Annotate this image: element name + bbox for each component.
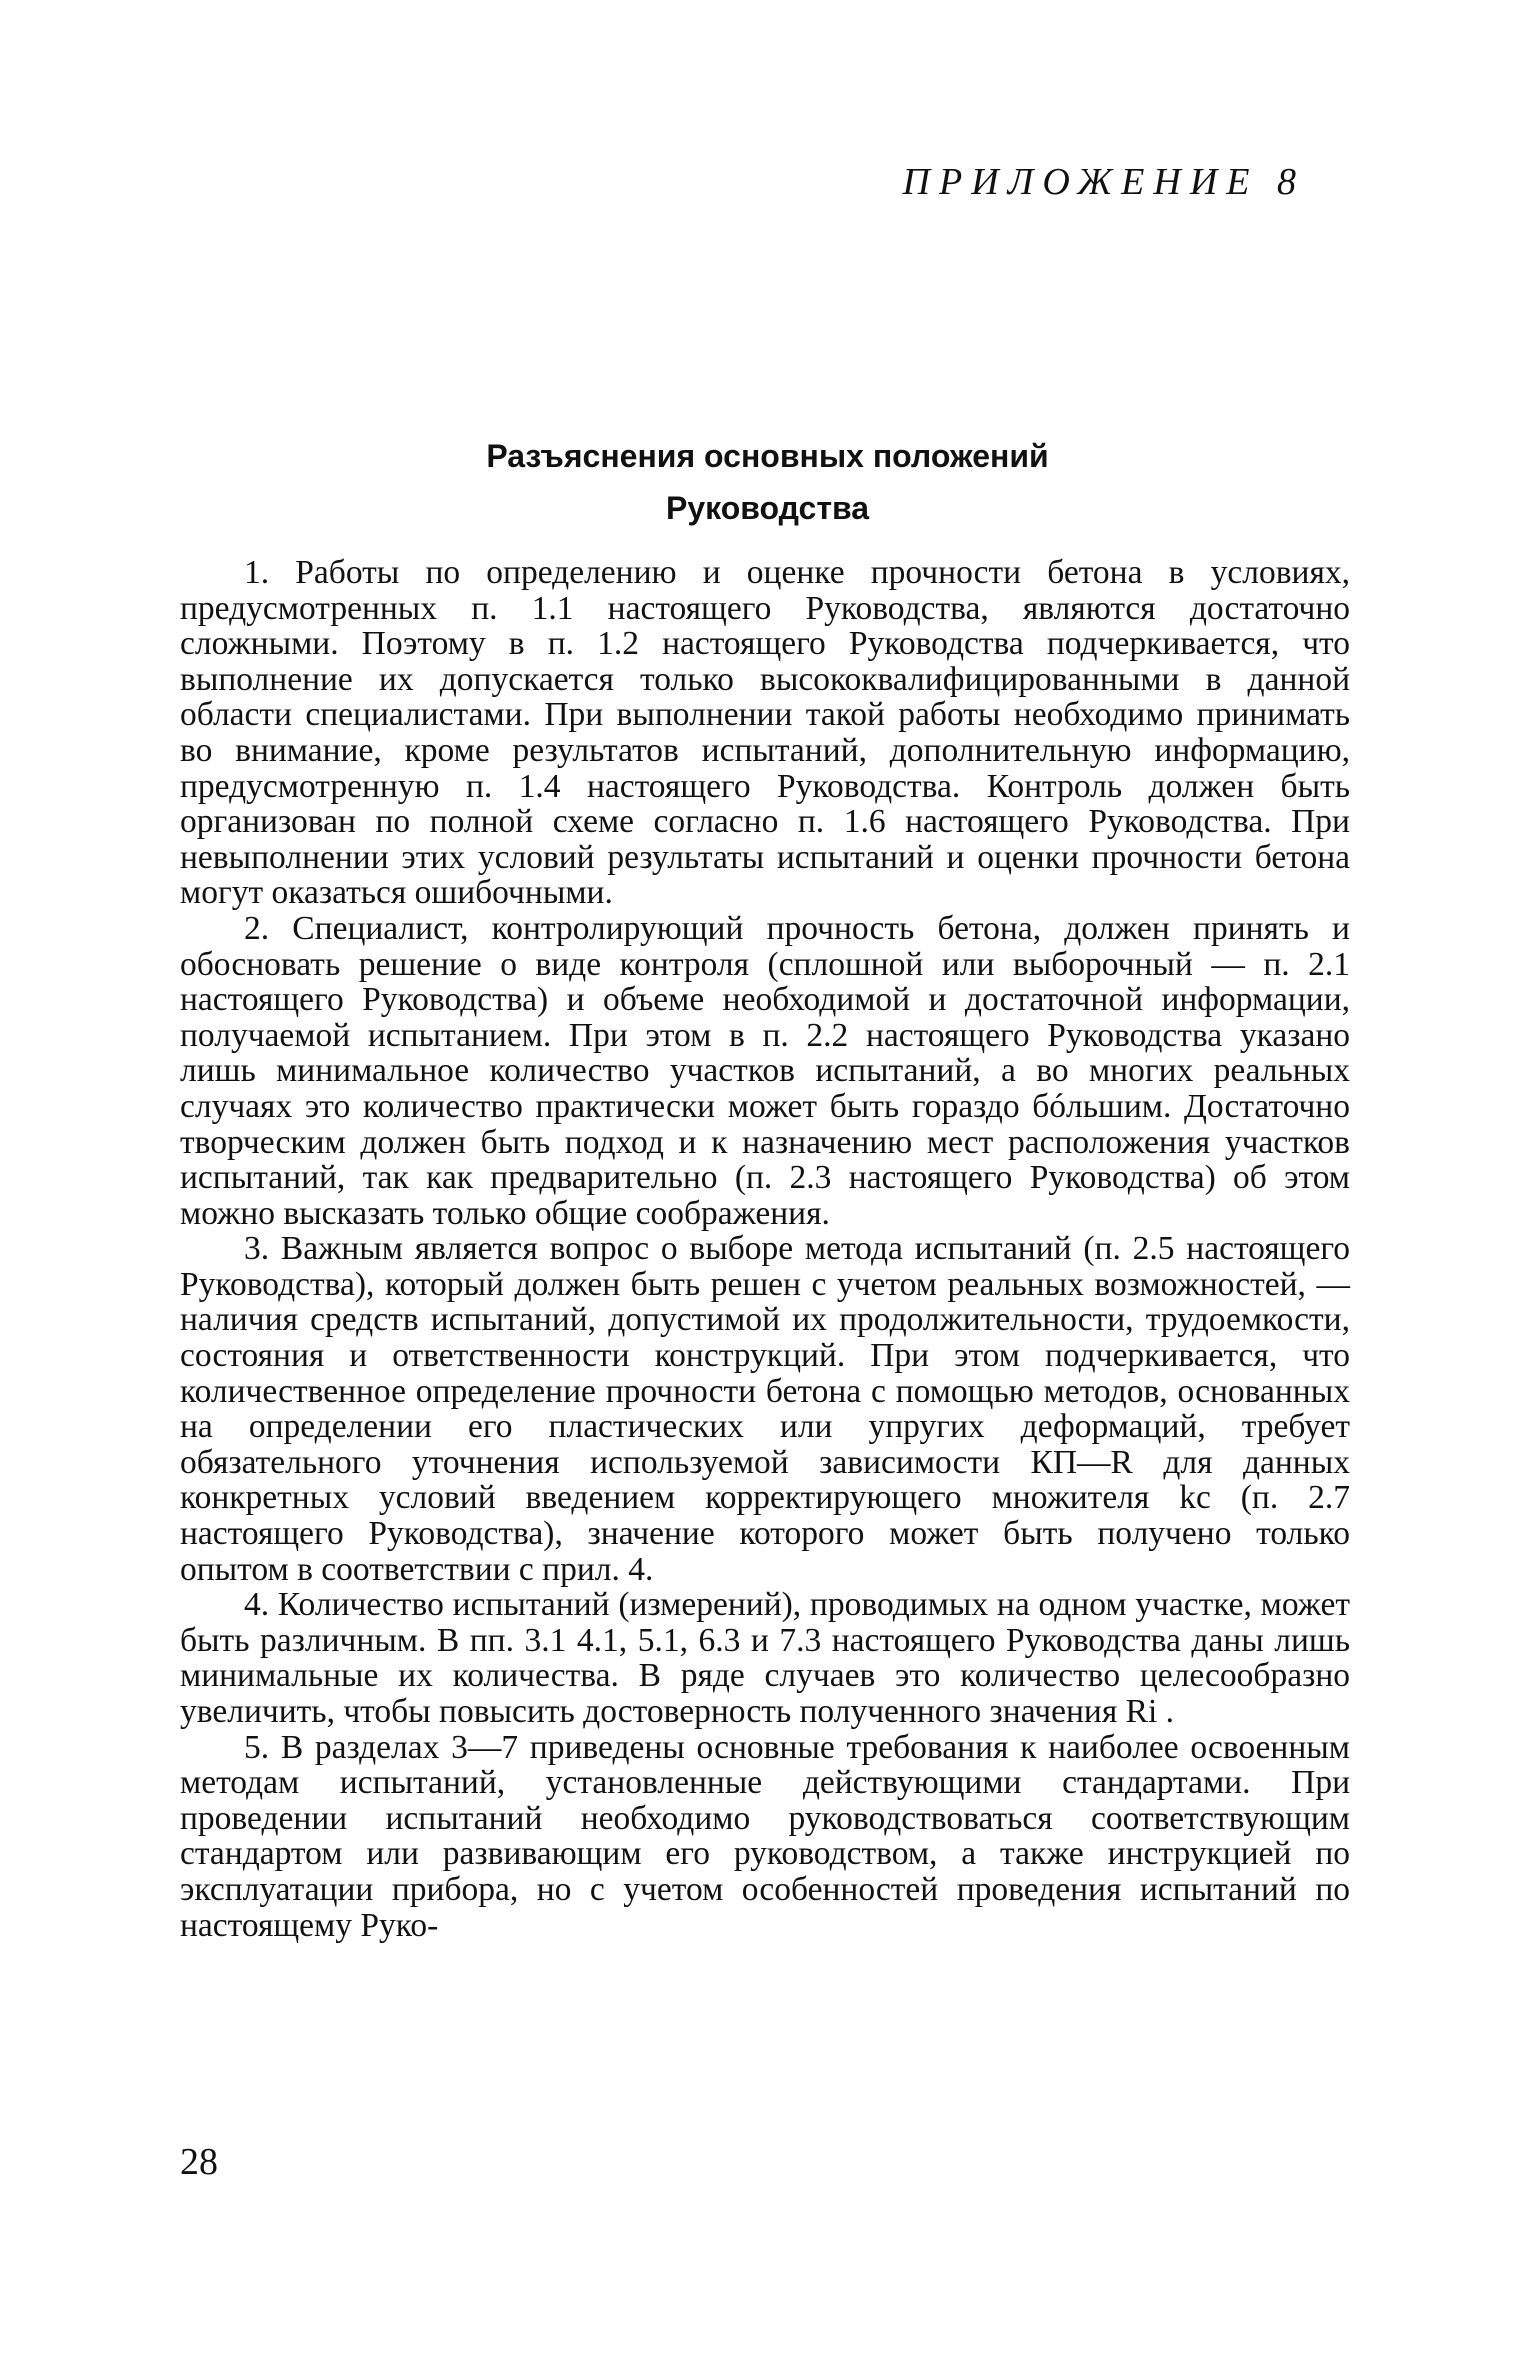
section-title-line-1: Разъяснения основных положений [486,438,1049,474]
paragraph-4: 4. Количество испытаний (измерений), проводимых на одном участке, может быть различным. В пп. 3.1 4.1, 5.1, 6.3 и 7.3 настоящего Руководства даны лишь минимальные их количества. В ряде случаев это количество целесообразно увеличить, чтобы повысить достоверность полученного значения Ri . [180,1586,1350,1730]
section-title [180,430,1355,534]
paragraph-2: 2. Специалист, контролирующий прочность бетона, должен принять и обосновать решение о виде контроля (сплошной или выборочный — п. 2.1 настоящего Руководства) и объеме необходимой и достаточной информации, получаемой испытанием. При этом в п. 2.2 настоящего Руководства указано лишь минимальное количество участков испытаний, а во многих реальных случаях это количество практически может быть гораздо бóльшим. Достаточно творческим должен быть подход и к назначению мест расположения участков испытаний, так как предварительно (п. 2.3 настоящего Руководства) об этом можно высказать только общие соображения. [180,909,1350,1232]
paragraph-1: 1. Работы по определению и оценке прочности бетона в условиях, предусмотренных п. 1.1 настоящего Руководства, являются достаточно сложными. Поэтому в п. 1.2 настоящего Руководства подчеркивается, что выполнение их допускается только высококвалифицированными в данной области специалистами. При выполнении такой работы необходимо принимать во внимание, кроме результатов испытаний, дополнительную информацию, предусмотренную п. 1.4 настоящего Руководства. Контроль должен быть организован по полной схеме согласно п. 1.6 настоящего Руководства. При невыполнении этих условий результаты испытаний и оценки прочности бетона могут оказаться ошибочными. [180,554,1350,912]
appendix-label: ПРИЛОЖЕНИЕ 8 [902,161,1305,203]
paragraph-3: 3. Важным является вопрос о выборе метода испытаний (п. 2.5 настоящего Руководства), который должен быть решен с учетом реальных возможностей, — наличия средств испытаний, допустимой их продолжительности, трудоемкости, состояния и ответственности конструкций. При этом подчеркивается, что количественное определение прочности бетона с помощью методов, основанных на определении его пластических или упругих деформаций, требует обязательного уточнения используемой зависимости КП—R для данных конкретных условий введением корректирующего множителя kс (п. 2.7 настоящего Руководства), значение которого может быть получено только опытом в соответствии с прил. 4. [180,1230,1350,1588]
paragraph-5: 5. В разделах 3—7 приведены основные требования к наиболее освоенным методам испытаний, установленные действующими стандартами. При проведении испытаний необходимо руководствоваться соответствующим стандартом или развивающим его руководством, а также инструкцией по эксплуатации прибора, но с учетом особенностей проведения испытаний по настоящему Руко- [180,1728,1350,1944]
page-number: 28 [180,2141,218,2183]
section-title-line-2: Руководства [665,490,870,526]
body-text [180,555,1350,1943]
